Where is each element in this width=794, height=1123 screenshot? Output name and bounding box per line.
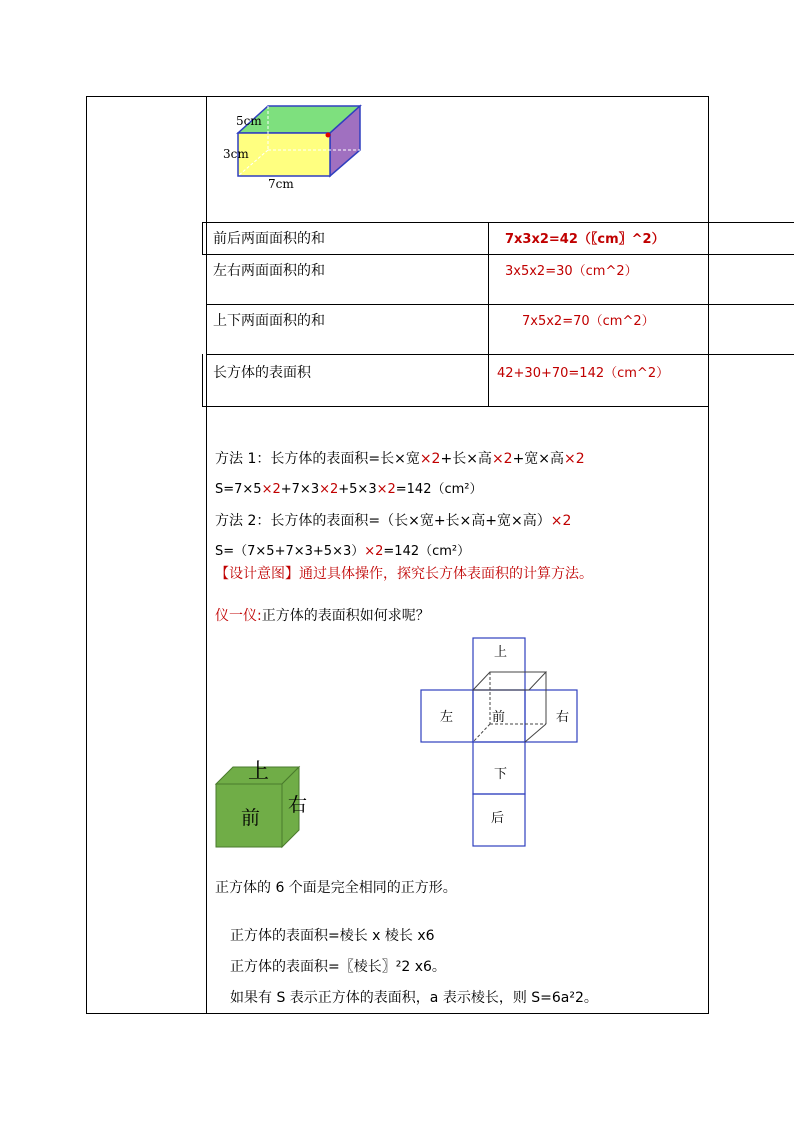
method1-x2: ×2 — [564, 451, 585, 467]
frame-top — [86, 96, 709, 97]
cube-label-top: 上 — [248, 759, 269, 783]
prism-vertex-dot — [326, 133, 331, 138]
table-row-label: 长方体的表面积 — [213, 365, 311, 381]
method2-formula-text: S=（7×5+7×3+5×3） — [215, 544, 365, 559]
net-label-left: 左 — [440, 710, 454, 725]
method1-title-text: +长×高 — [440, 451, 492, 467]
table-row-label: 前后两面面积的和 — [213, 231, 325, 247]
method1-formula — [215, 483, 483, 496]
table-row-label: 左右两面面积的和 — [213, 263, 325, 279]
table-row-label: 上下两面面积的和 — [213, 313, 325, 329]
method2-formula — [215, 545, 470, 558]
question-prefix: 仪一仪: — [215, 608, 262, 624]
method1-x2: ×2 — [491, 451, 513, 467]
table-line — [488, 222, 489, 406]
method1-formula-text: +5×3 — [338, 482, 377, 497]
table-line — [202, 222, 203, 254]
method2-title-text: 方法 2：长方体的表面积=（长×宽+长×高+宽×高） — [215, 513, 551, 529]
net-cube-sketch — [525, 724, 546, 742]
method2-formula-text: =142（cm²） — [383, 544, 471, 559]
prism-front-face — [238, 133, 330, 176]
method1-x2: ×2 — [419, 451, 441, 467]
question-text: 正方体的表面积如何求呢？ — [261, 608, 430, 624]
method1-formula-text: S=7×5 — [215, 482, 262, 497]
method1-formula-text: =142（cm²） — [395, 482, 483, 497]
table-row-value: 7x3x2=42（〖cm〗^2） — [505, 232, 665, 247]
cube-label-right: 右 — [288, 794, 308, 816]
table-line — [202, 354, 203, 406]
question — [215, 609, 430, 623]
frame-right — [708, 96, 709, 1014]
method1-title — [215, 452, 585, 466]
method2-x2: ×2 — [550, 513, 572, 529]
method1-formula-x2: ×2 — [261, 482, 281, 497]
design-intent: 【设计意图】通过具体操作，探究长方体表面积的计算方法。 — [215, 566, 593, 582]
cube-faces-statement: 正方体的 6 个面是完全相同的正方形。 — [215, 880, 457, 896]
method2-title — [215, 514, 571, 528]
frame-left — [86, 96, 87, 1014]
method1-formula-text: +7×3 — [280, 482, 320, 497]
frame-bottom — [86, 1013, 709, 1014]
cube-formula-2: 正方体的表面积=〖棱长〗²2 x6。 — [230, 959, 446, 975]
method2-formula-x2: ×2 — [364, 544, 384, 559]
table-row-value: 3x5x2=30（cm^2） — [505, 264, 638, 279]
net-label-back: 后 — [491, 811, 505, 826]
method1-formula-x2: ×2 — [376, 482, 396, 497]
table-row-value: 7x5x2=70（cm^2） — [522, 314, 655, 329]
net-label-front: 前 — [492, 710, 506, 725]
net-label-top: 上 — [494, 645, 508, 660]
table-line — [202, 222, 794, 223]
frame-divider — [206, 96, 207, 1014]
method1-title-text: 方法 1：长方体的表面积=长×宽 — [215, 451, 420, 467]
net-cube-sketch — [473, 724, 490, 742]
prism-length-label: 7cm — [268, 177, 294, 191]
table-row-value: 42+30+70=142（cm^2） — [497, 366, 670, 381]
cube-formula-1: 正方体的表面积=棱长 x 棱长 x6 — [230, 928, 435, 944]
net-label-bottom: 下 — [494, 767, 508, 782]
table-line — [202, 254, 794, 255]
table-line — [202, 406, 708, 407]
cube-formula-3: 如果有 S 表示正方体的表面积，a 表示棱长，则 S=6a²2。 — [230, 990, 598, 1006]
prism-depth-label: 5cm — [236, 114, 262, 128]
net-face-right — [525, 690, 577, 742]
table-line — [206, 304, 794, 305]
prism-height-label: 3cm — [223, 147, 249, 161]
method1-title-text: +宽×高 — [512, 451, 565, 467]
cube-label-front: 前 — [241, 807, 261, 829]
method1-formula-x2: ×2 — [319, 482, 339, 497]
net-label-right: 右 — [556, 710, 570, 725]
net-cube-sketch — [473, 672, 546, 690]
table-line — [206, 354, 794, 355]
